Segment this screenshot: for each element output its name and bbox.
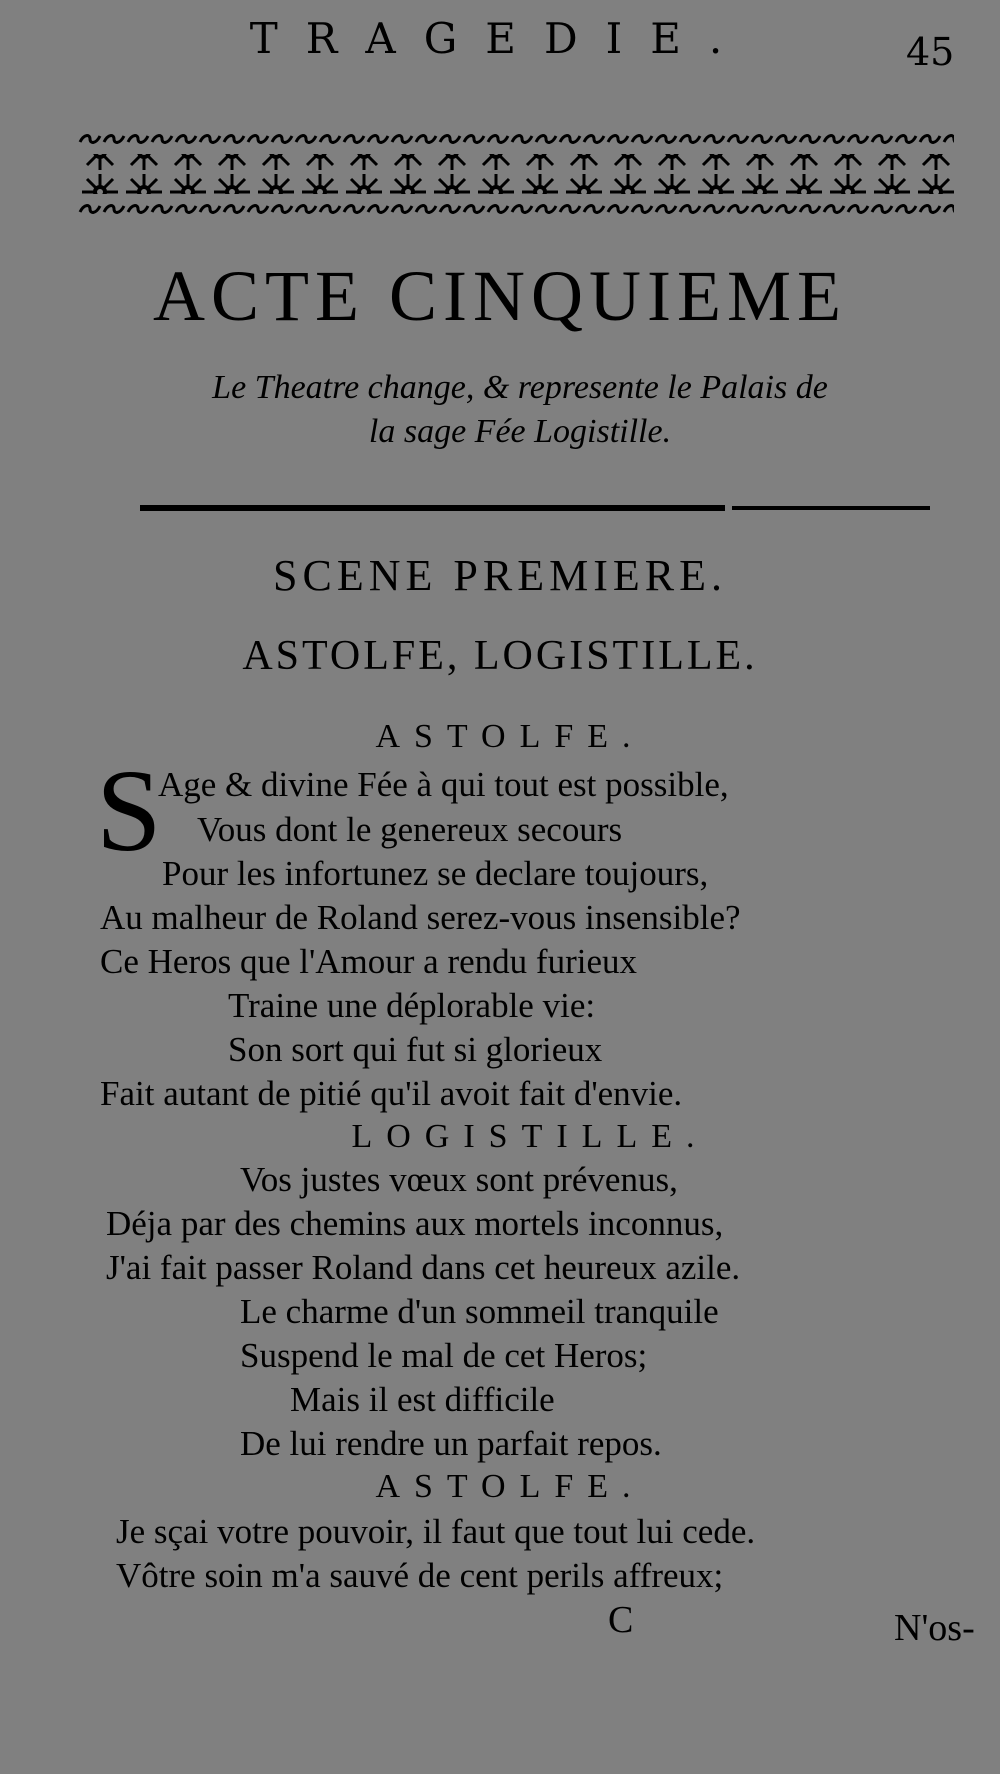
scene-characters: ASTOLFE, LOGISTILLE. bbox=[242, 633, 758, 679]
signature-mark: C bbox=[608, 1599, 634, 1641]
act-title: ACTE CINQUIEME bbox=[153, 256, 847, 336]
verse-line: Au malheur de Roland serez-vous insensible? bbox=[100, 898, 741, 937]
stage-direction bbox=[120, 366, 920, 454]
divider-rule bbox=[140, 500, 932, 516]
running-head: TRAGEDIE. bbox=[249, 14, 751, 63]
verse-line: Vos justes vœux sont prévenus, bbox=[240, 1160, 678, 1199]
verse-line: Age & divine Fée à qui tout est possible, bbox=[158, 765, 729, 804]
verse-line: Déja par des chemins aux mortels inconnus, bbox=[106, 1204, 724, 1243]
page-number: 45 bbox=[906, 30, 955, 74]
stage-direction-line-2: la sage Fée Logistille. bbox=[368, 413, 672, 450]
speaker-logistille: LOGISTILLE. bbox=[351, 1118, 709, 1155]
verse-line: Fait autant de pitié qu'il avoit fait d'envie. bbox=[100, 1074, 683, 1113]
verse-line: Mais il est difficile bbox=[290, 1380, 555, 1419]
verse-line: Ce Heros que l'Amour a rendu furieux bbox=[100, 942, 637, 981]
stage-direction-line-1: Le Theatre change, & represente le Palais de bbox=[212, 369, 828, 406]
scene-title: SCENE PREMIERE. bbox=[273, 551, 727, 600]
verse-line: Son sort qui fut si glorieux bbox=[228, 1030, 603, 1069]
verse-line: Traine une déplorable vie: bbox=[228, 986, 596, 1025]
verse-line: De lui rendre un parfait repos. bbox=[240, 1424, 662, 1463]
ornament-band bbox=[78, 132, 954, 222]
drop-cap: S bbox=[96, 745, 162, 876]
catchword: N'os- bbox=[894, 1607, 975, 1649]
verse-line: Suspend le mal de cet Heros; bbox=[240, 1336, 648, 1375]
speaker-astolfe: ASTOLFE. bbox=[375, 718, 645, 755]
verse-line: Pour les infortunez se declare toujours, bbox=[162, 854, 709, 893]
speaker-astolfe: ASTOLFE. bbox=[375, 1468, 645, 1505]
verse-line: J'ai fait passer Roland dans cet heureux azile. bbox=[106, 1248, 741, 1287]
verse-line: Vous dont le genereux secours bbox=[197, 810, 623, 849]
verse-line: Je sçai votre pouvoir, il faut que tout lui cede. bbox=[116, 1512, 756, 1551]
verse-line: Vôtre soin m'a sauvé de cent perils affreux; bbox=[116, 1556, 724, 1595]
verse-line: Le charme d'un sommeil tranquile bbox=[240, 1292, 719, 1331]
